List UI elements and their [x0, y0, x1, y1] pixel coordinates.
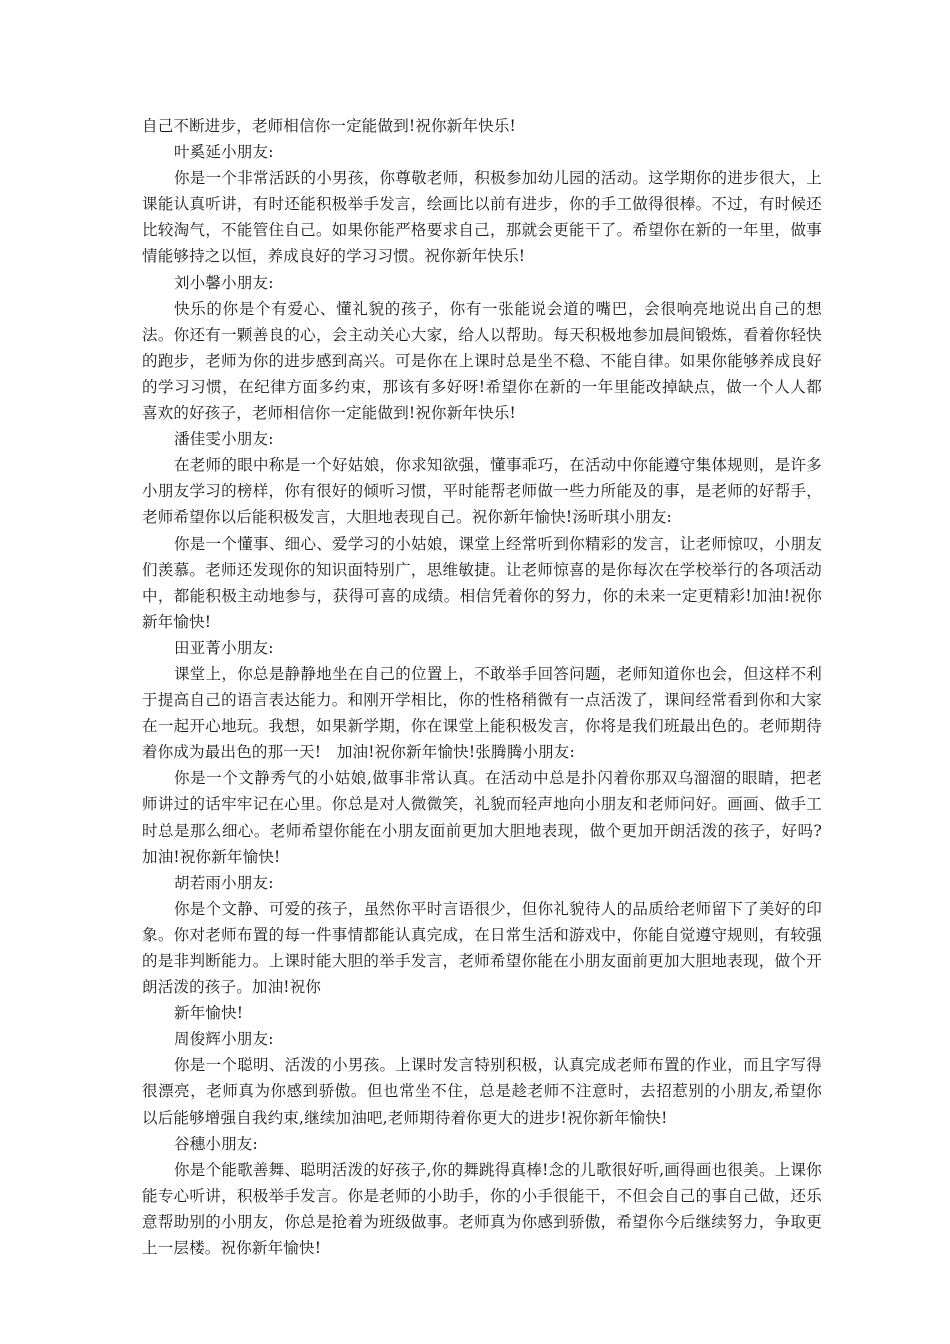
paragraph: 你是个文静、可爱的孩子，虽然你平时言语很少，但你礼貌待人的品质给老师留下了美好的印象。你对老师布置的每一件事情都能认真完成，在日常生活和游戏中，你能自觉遵守规则，有较强的是非判断能力。上课时能大胆的举手发言，老师希望你能在小朋友面前更加大胆地表现，做个开朗活泼的孩子。加油!祝你	[142, 899, 822, 997]
paragraph: 快乐的你是个有爱心、懂礼貌的孩子，你有一张能说会道的嘴巴，会很响亮地说出自己的想法。你还有一颗善良的心，会主动关心大家，给人以帮助。每天积极地参加晨间锻炼，看着你轻快的跑步，老师为你的进步感到高兴。可是你在上课时总是坐不稳、不能自律。如果你能够养成良好的学习习惯，在纪律方面多约束，那该有多好呀!希望你在新的一年里能改掉缺点，做一个人人都喜欢的好孩子，老师相信你一定能做到!祝你新年快乐!	[142, 299, 822, 423]
paragraph: 你是一个文静秀气的小姑娘,做事非常认真。在活动中总是扑闪着你那双乌溜溜的眼睛，把老师讲过的话牢牢记在心里。你总是对人微微笑，礼貌而轻声地向小朋友和老师问好。画画、做手工时总是那么细心。老师希望你能在小朋友面前更加大胆地表现，做个更加开朗活泼的孩子，好吗?加油!祝你新年愉快!	[142, 769, 822, 866]
paragraph: 课堂上，你总是静静地坐在自己的位置上，不敢举手回答问题，老师知道你也会，但这样不利于提高自己的语言表达能力。和刚开学相比，你的性格稍微有一点活泼了，课间经常看到你和大家在一起开心地玩。我想，如果新学期，你在课堂上能积极发言，你将是我们班最出色的。老师期待着你成为最出色的那一天! 加油!祝你新年愉快!张腾腾小朋友:	[142, 664, 822, 762]
addressee-heading: 胡若雨小朋友:	[174, 873, 274, 892]
paragraph: 你是一个懂事、细心、爱学习的小姑娘，课堂上经常听到你精彩的发言，让老师惊叹，小朋友们羡慕。老师还发现你的知识面特别广，思维敏捷。让老师惊喜的是你每次在学校举行的各项活动中，都能积极主动地参与，获得可喜的成绩。相信凭着你的努力，你的未来一定更精彩!加油!祝你新年愉快!	[142, 534, 822, 631]
addressee-heading: 周俊辉小朋友:	[174, 1030, 274, 1049]
document-body	[142, 113, 822, 1261]
paragraph: 自己不断进步，老师相信你一定能做到!祝你新年快乐!	[142, 117, 516, 135]
addressee-heading: 刘小馨小朋友:	[174, 273, 274, 292]
paragraph: 新年愉快!	[174, 1004, 244, 1023]
paragraph: 你是一个非常活跃的小男孩，你尊敬老师，积极参加幼儿园的活动。这学期你的进步很大，上课能认真听讲，有时还能积极举手发言，绘画比以前有进步，你的手工做得很棒。不过，有时候还比较淘气，不能管住自己。如果你能严格要求自己，那就会更能干了。希望你在新的一年里，做事情能够持之以恒，养成良好的学习习惯。祝你新年快乐!	[142, 169, 822, 266]
paragraph: 你是一个聪明、活泼的小男孩。上课时发言特别积极，认真完成老师布置的作业，而且字写得很漂亮，老师真为你感到骄傲。但也常坐不住，总是趁老师不注意时，去招惹别的小朋友,希望你以后能够增强自我约束,继续加油吧,老师期待着你更大的进步!祝你新年愉快!	[142, 1056, 822, 1127]
paragraph: 在老师的眼中称是一个好姑娘，你求知欲强，懂事乖巧，在活动中你能遵守集体规则，是许多小朋友学习的榜样，你有很好的倾听习惯，平时能帮老师做一些力所能及的事，是老师的好帮手，老师希望你以后能积极发言，大胆地表现自己。祝你新年愉快!汤昕琪小朋友:	[142, 456, 822, 527]
addressee-heading: 田亚菁小朋友:	[174, 638, 274, 657]
addressee-heading: 叶奚延小朋友:	[174, 143, 274, 162]
paragraph: 你是个能歌善舞、聪明活泼的好孩子,你的舞跳得真棒!念的儿歌很好听,画得画也很美。上课你能专心听讲，积极举手发言。你是老师的小助手，你的小手很能干，不但会自己的事自己做，还乐意帮助别的小朋友，你总是抢着为班级做事。老师真为你感到骄傲，希望你今后继续努力，争取更上一层楼。祝你新年愉快!	[142, 1160, 822, 1258]
addressee-heading: 谷穗小朋友:	[174, 1134, 258, 1153]
addressee-heading: 潘佳雯小朋友:	[174, 430, 274, 449]
